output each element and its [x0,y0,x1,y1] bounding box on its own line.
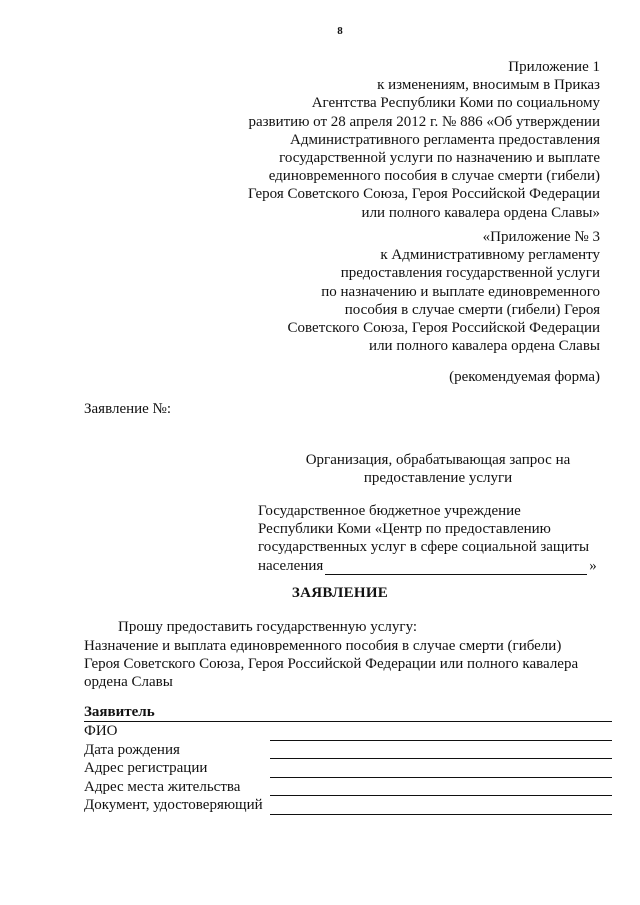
appendix-1-line: Агентства Республики Коми по социальному [311,95,600,112]
request-intro: Прошу предоставить государственную услугу: [118,619,418,635]
applicant-field-row [84,759,612,778]
applicant-field-row [84,722,612,741]
page-number: 8 [337,25,343,37]
field-label-fio: ФИО [84,723,118,740]
identity-document-input-line[interactable] [270,801,612,815]
organization-name-line: государственных услуг в сфере социальной защиты [258,539,590,556]
field-label-registration-address: Адрес регистрации [84,760,208,777]
fio-input-line[interactable] [270,727,612,741]
organization-name-line: Республики Коми «Центр по предоставлению [258,521,551,538]
appendix-1-line: единовременного пособия в случае смерти (гибели) [268,168,600,185]
service-description [84,637,600,692]
field-label-birth-date: Дата рождения [84,741,180,758]
organization-name-line: населения [258,557,324,574]
appendix-3-line: или полного кавалера ордена Славы [369,338,600,355]
birth-date-input-line[interactable] [270,745,612,759]
appendix-1-line: Административного регламента предоставления [290,131,600,148]
statement-number-label: Заявление №: [84,401,172,417]
registration-address-input-line[interactable] [270,764,612,778]
document-title: ЗАЯВЛЕНИЕ [291,585,389,601]
applicant-header: Заявитель [84,703,612,722]
residence-address-input-line[interactable] [270,782,612,796]
service-line: Героя Советского Союза, Героя Российской Федерации или полного кавалера [84,656,579,673]
appendix-1-line: к изменениям, вносимым в Приказ [377,77,600,94]
service-line: ордена Славы [84,674,173,691]
organization-name [258,502,598,575]
appendix-3-line: «Приложение № 3 [482,229,600,245]
organization-label-line: предоставление услуги [363,470,513,487]
appendix-1-line: или полного кавалера ордена Славы» [361,204,600,221]
organization-blank-line[interactable] [325,560,587,575]
applicant-field-row [84,796,612,815]
applicant-section [84,703,612,815]
organization-label-line: Организация, обрабатывающая запрос на [305,452,571,468]
appendix-3-line: пособия в случае смерти (гибели) Героя [344,301,600,318]
appendix-3-header [288,228,600,355]
appendix-1-line: государственной услуги по назначению и выплате [279,150,600,167]
appendix-3-line: к Административному регламенту [380,247,600,264]
organization-name-line: Государственное бюджетное учреждение [258,503,521,519]
appendix-3-line: предоставления государственной услуги [340,265,600,282]
field-label-identity-document: Документ, удостоверяющий [84,797,263,814]
service-line: Назначение и выплата единовременного пособия в случае смерти (гибели) [84,638,562,654]
appendix-1-line: Приложение 1 [508,59,600,75]
appendix-1-line: развитию от 28 апреля 2012 г. № 886 «Об утверждении [248,113,600,130]
appendix-1-header [248,58,600,222]
organization-label [298,451,578,487]
applicant-field-row [84,778,612,797]
organization-name-last-line [258,557,598,575]
form-note: (рекомендуемая форма) [449,369,600,385]
appendix-1-line: Героя Советского Союза, Героя Российской Федерации [247,186,600,203]
closing-quote: » [589,557,597,574]
appendix-3-line: по назначению и выплате единовременного [321,283,600,300]
field-label-residence-address: Адрес места жительства [84,778,241,795]
applicant-field-row [84,741,612,760]
appendix-3-line: Советского Союза, Героя Российской Федерации [287,320,600,337]
